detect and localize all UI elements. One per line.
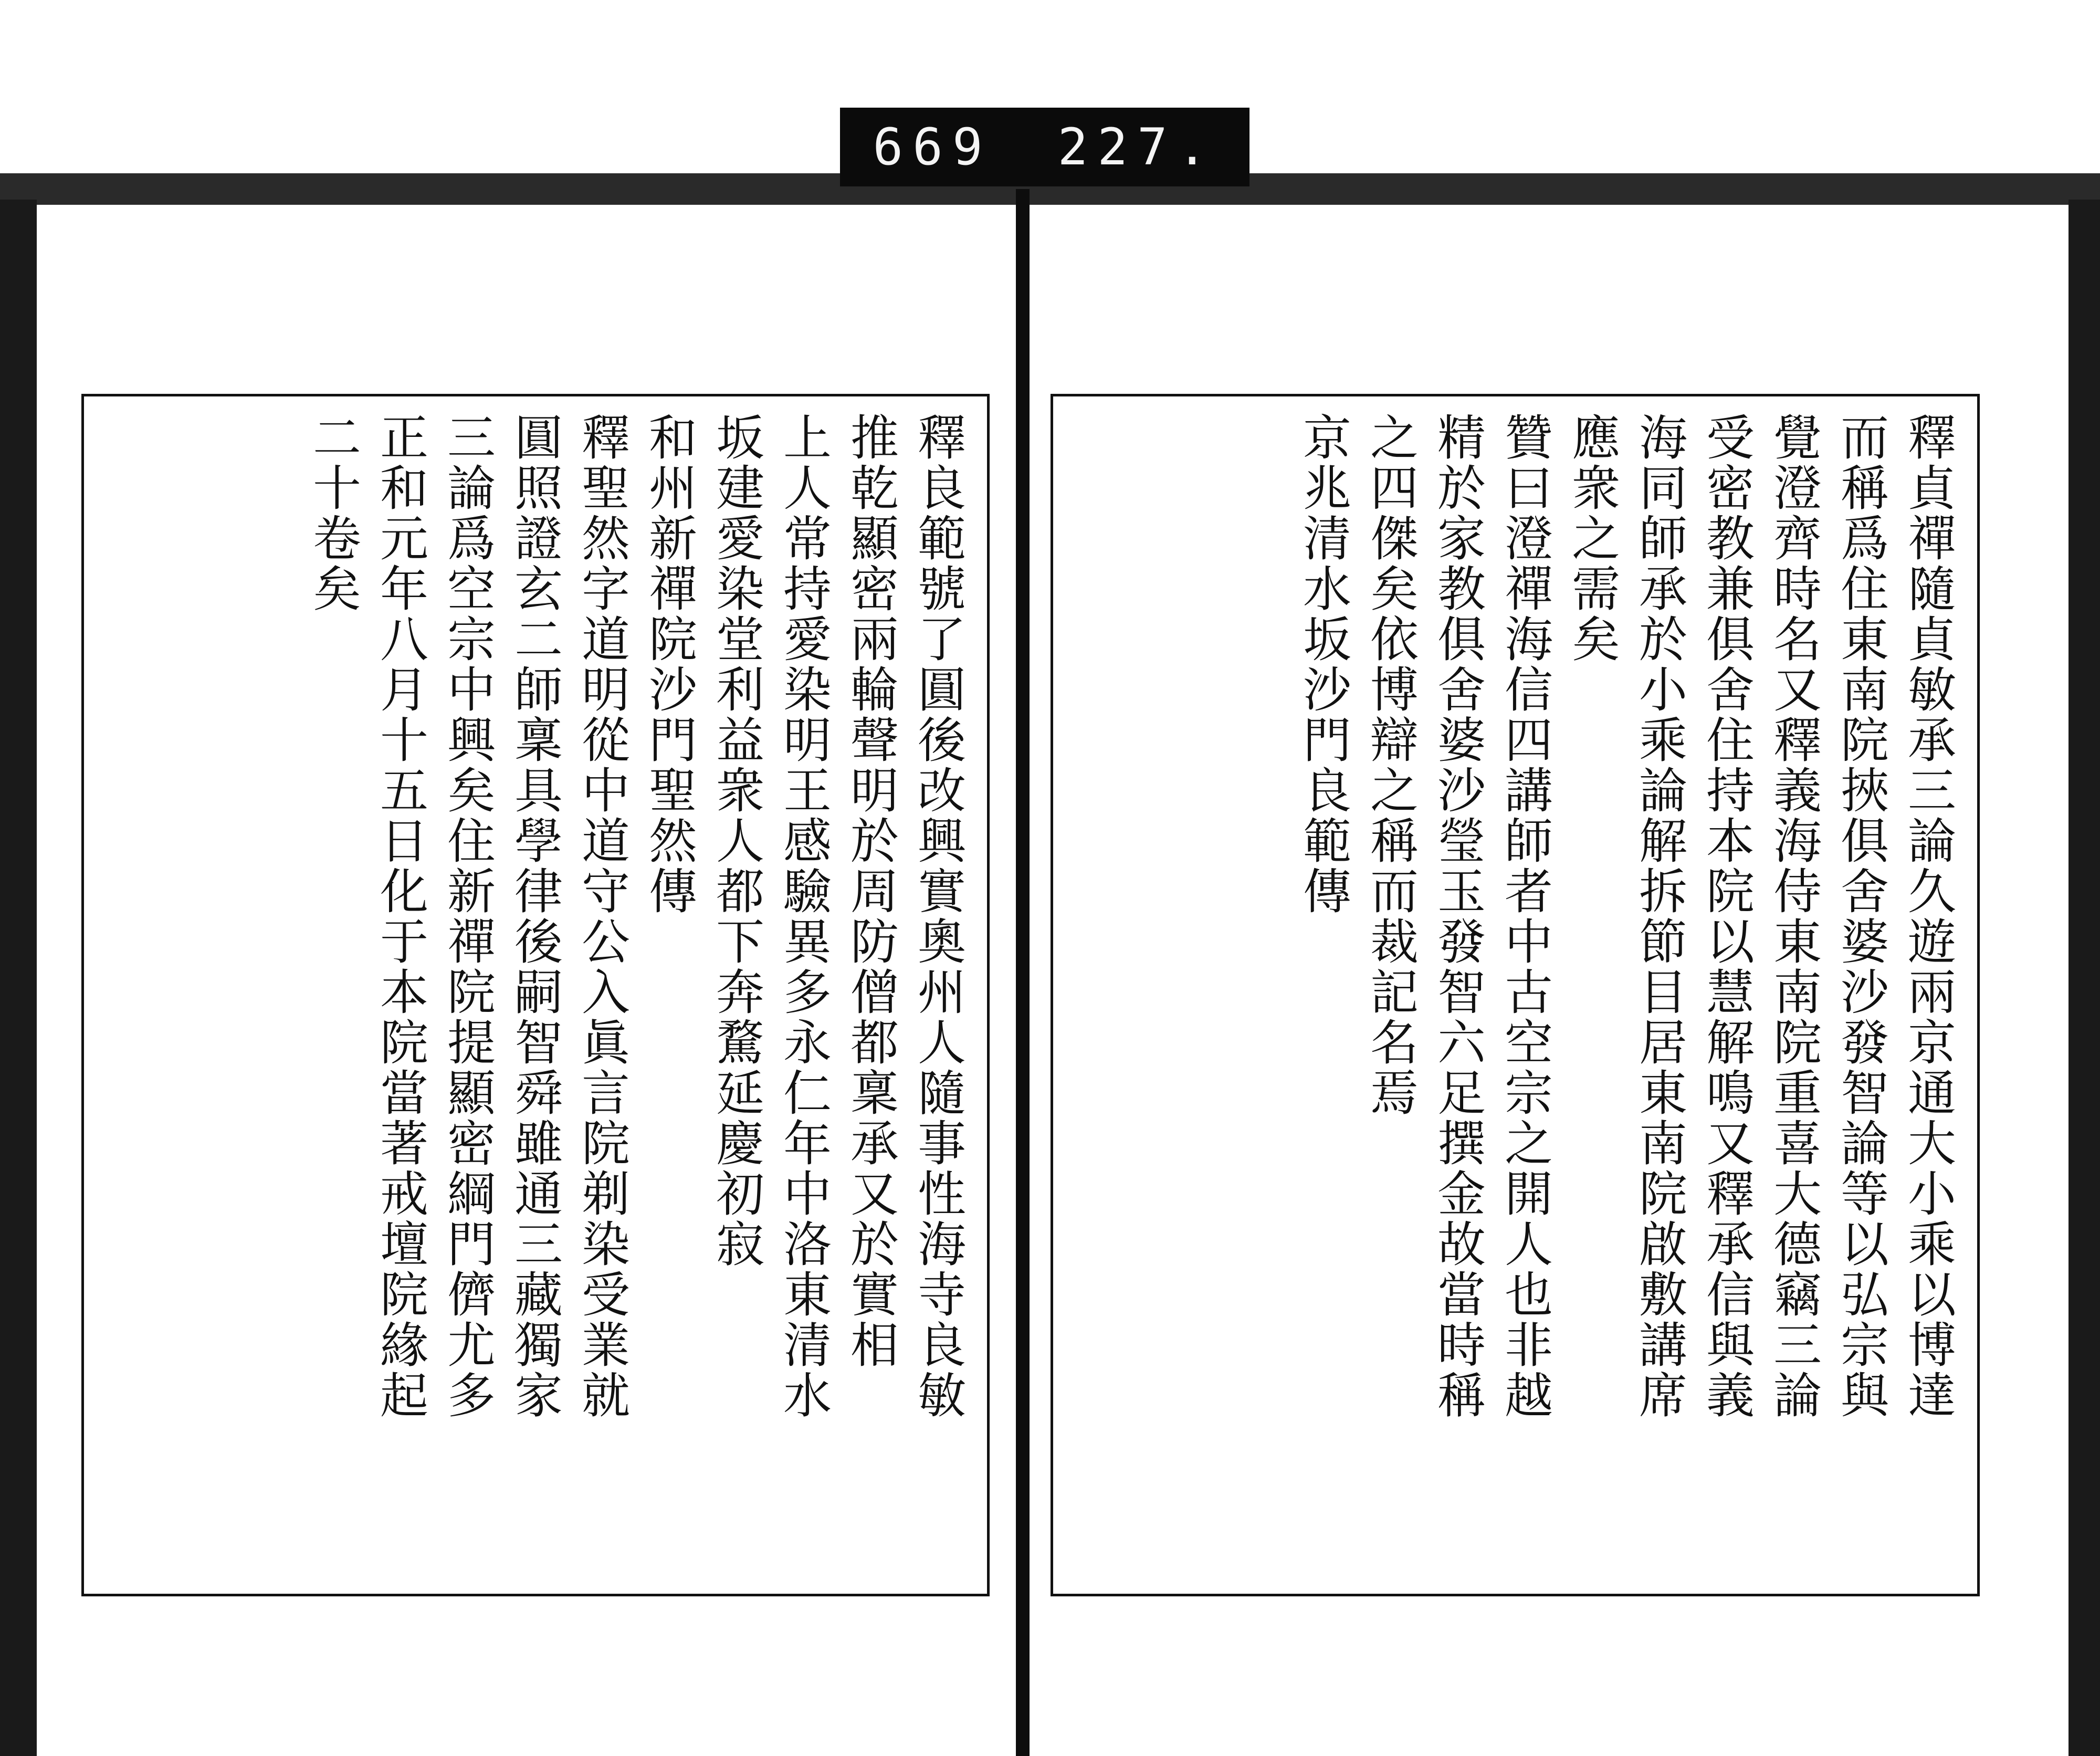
text-column: 三論爲空宗中興矣住新禪院提顯密綱門儕尤多 [439, 412, 496, 1420]
text-column: 推乾顯密兩輪聲明於周防僧都稟承又於實相 [843, 412, 899, 1370]
text-column: 應衆之需矣 [1564, 412, 1620, 664]
catalog-number-left: 669 [873, 118, 992, 176]
text-column: 正和元年八月十五日化于本院當著戒壇院緣起 [372, 412, 428, 1420]
text-column: 釋聖然字道明從中道守公入眞言院剃染受業就 [574, 412, 630, 1420]
text-column: 釋貞禪隨貞敏承三論久遊兩京通大小乘以博達 [1900, 412, 1956, 1420]
text-column: 圓照證玄二師稟具學律後嗣智舜雖通三藏獨家 [507, 412, 563, 1420]
text-column: 之四傑矣依博辯之稱而裁記名焉 [1362, 412, 1419, 1118]
left-page-frame [81, 394, 990, 1596]
right-page-margin [1977, 394, 2019, 1591]
text-column: 精於家教俱舍婆沙瑩玉發智六足撰金故當時稱 [1430, 412, 1486, 1420]
text-column: 二十卷矣 [305, 412, 361, 614]
scan-edge-right [2068, 200, 2100, 1756]
text-column: 贊曰澄禪海信四講師者中古空宗之開人也非越 [1497, 412, 1553, 1420]
text-column: 坂建愛染堂利益衆人都下奔騖延慶初寂 [708, 412, 764, 1269]
section-title: 和州新禪院沙門聖然傳 [641, 412, 697, 916]
section-title: 京兆清水坂沙門良範傳 [1295, 412, 1351, 916]
right-page [1030, 210, 2027, 1756]
scan-edge-left [0, 200, 37, 1756]
left-page-text [100, 412, 971, 1578]
text-column: 覺澄齊時名又釋義海侍東南院重喜大德竊三論 [1766, 412, 1822, 1420]
catalog-number-label [840, 108, 1250, 186]
left-page [50, 210, 1016, 1756]
text-column: 而稱爲住東南院挾俱舍婆沙發智論等以弘宗與 [1833, 412, 1889, 1420]
text-column: 受密教兼俱舍住持本院以慧解鳴又釋承信與義 [1698, 412, 1755, 1420]
text-column: 釋良範號了圓後改興實奧州人隨事性海寺良敏 [910, 412, 966, 1420]
catalog-number-right: 227. [1057, 118, 1217, 176]
right-page-text [1069, 412, 1961, 1578]
right-page-frame [1051, 394, 1980, 1596]
text-column: 海同師承於小乘論解拆節目居東南院啟敷講席 [1631, 412, 1687, 1420]
book-gutter [1016, 189, 1030, 1756]
text-column: 上人常持愛染明王感驗異多永仁年中洛東清水 [775, 412, 832, 1420]
